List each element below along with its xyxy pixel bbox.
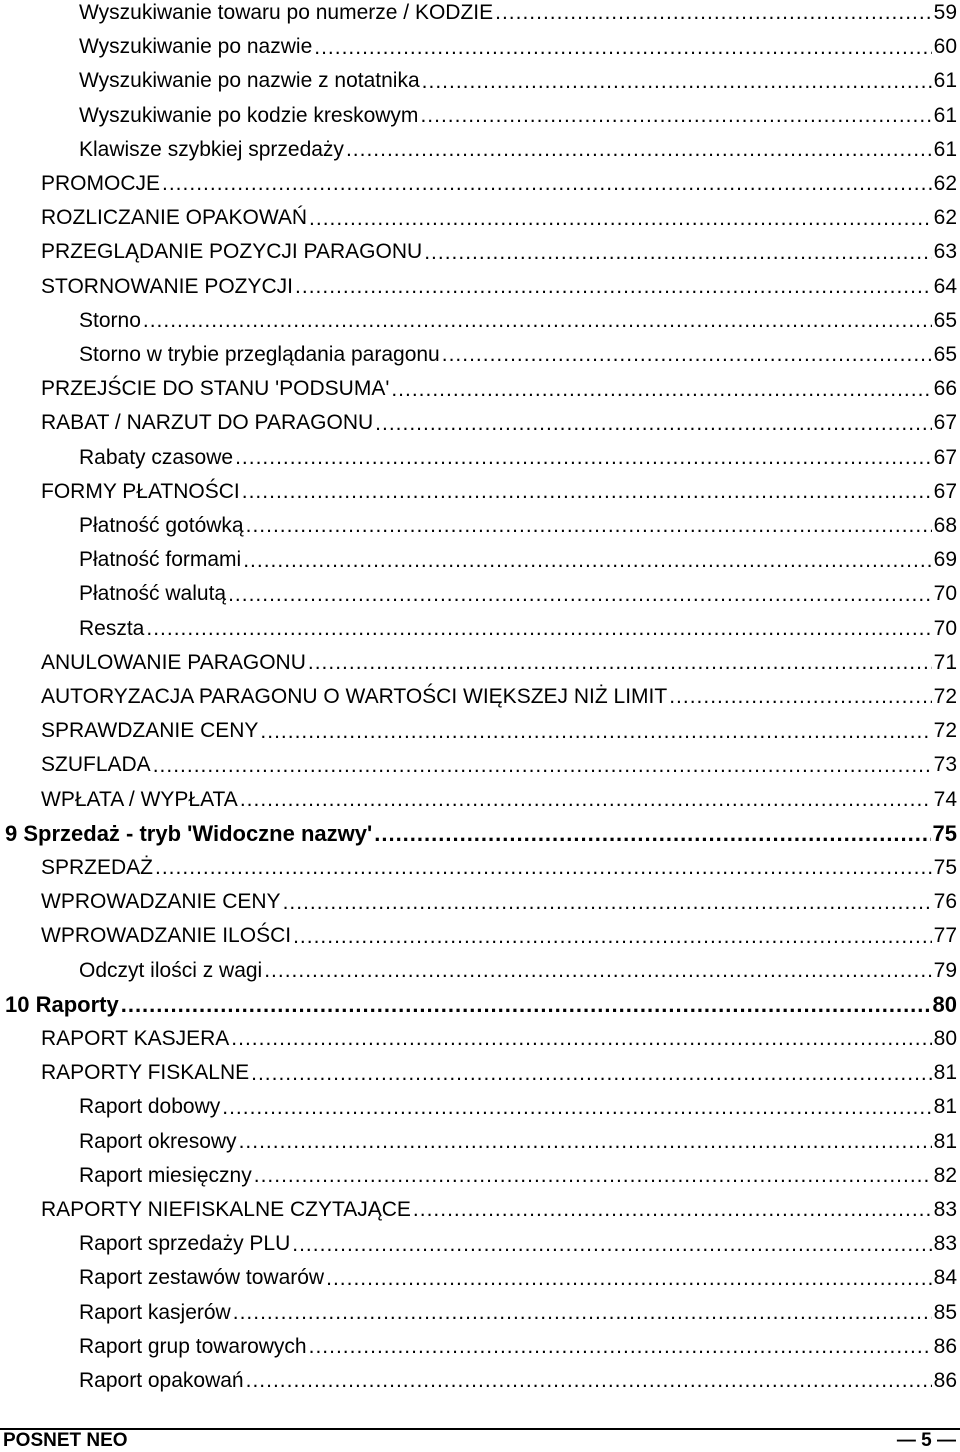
toc-entry-title: ROZLICZANIE OPAKOWAŃ bbox=[41, 206, 308, 230]
toc-entry-page: 81 bbox=[933, 1061, 957, 1085]
toc-entry-page: 74 bbox=[933, 787, 957, 811]
toc-entry-page: 71 bbox=[933, 650, 957, 674]
toc-entry-title: Storno w trybie przeglądania paragonu bbox=[79, 343, 440, 366]
toc-entry[interactable] bbox=[79, 99, 957, 133]
toc-entry[interactable] bbox=[79, 0, 957, 30]
toc-dot-leader bbox=[235, 446, 932, 469]
toc-entry-page: 82 bbox=[933, 1163, 957, 1187]
toc-dot-leader bbox=[121, 993, 931, 1017]
toc-entry-title: FORMY PŁATNOŚCI bbox=[41, 479, 240, 503]
toc-entry-page: 81 bbox=[933, 1129, 957, 1153]
toc-dot-leader bbox=[669, 685, 931, 708]
toc-dot-leader bbox=[260, 720, 931, 743]
toc-entry[interactable] bbox=[41, 201, 957, 235]
toc-entry-title: Raport miesięczny bbox=[79, 1163, 252, 1187]
toc-dot-leader bbox=[375, 412, 931, 435]
toc-dot-leader bbox=[442, 343, 932, 366]
toc-dot-leader bbox=[374, 822, 930, 846]
toc-entry-title: Raport grup towarowych bbox=[79, 1334, 307, 1358]
toc-entry-page: 59 bbox=[933, 1, 957, 24]
toc-entry-page: 65 bbox=[933, 343, 957, 366]
toc-entry[interactable] bbox=[79, 64, 957, 98]
toc-entry[interactable] bbox=[79, 441, 957, 475]
toc-dot-leader bbox=[346, 138, 932, 161]
toc-dot-leader bbox=[153, 754, 932, 777]
toc-dot-leader bbox=[222, 1096, 931, 1119]
toc-dot-leader bbox=[162, 172, 932, 195]
toc-entry[interactable] bbox=[79, 543, 957, 577]
toc-entry[interactable] bbox=[41, 1193, 957, 1227]
toc-entry-title: Płatność formami bbox=[79, 548, 242, 572]
toc-entry-title: PRZEJŚCIE DO STANU 'PODSUMA' bbox=[41, 377, 390, 401]
toc-entry-title: PRZEGLĄDANIE POZYCJI PARAGONU bbox=[41, 240, 423, 264]
toc-dot-leader bbox=[143, 309, 932, 332]
toc-entry[interactable] bbox=[41, 1022, 957, 1056]
toc-entry-page: 67 bbox=[933, 445, 957, 469]
toc-entry-title: RAPORTY FISKALNE bbox=[41, 1061, 250, 1085]
toc-dot-leader bbox=[251, 1062, 932, 1085]
toc-entry-title: 9 Sprzedaż - tryb 'Widoczne nazwy' bbox=[5, 820, 373, 846]
toc-entry-page: 62 bbox=[933, 206, 957, 230]
toc-entry-page: 70 bbox=[933, 582, 957, 606]
toc-entry[interactable] bbox=[41, 406, 957, 440]
toc-entry-title: WPROWADZANIE ILOŚCI bbox=[41, 924, 292, 948]
toc-entry-page: 69 bbox=[933, 548, 957, 572]
toc-dot-leader bbox=[326, 1267, 932, 1290]
toc-dot-leader bbox=[309, 1335, 932, 1358]
toc-entry[interactable] bbox=[79, 1159, 957, 1193]
toc-entry-title: Klawisze szybkiej sprzedaży bbox=[79, 137, 344, 161]
toc-entry[interactable] bbox=[79, 1330, 957, 1364]
toc-entry[interactable] bbox=[41, 748, 957, 782]
toc-entry[interactable] bbox=[79, 338, 957, 372]
toc-dot-leader bbox=[231, 1027, 931, 1050]
footer-product-name: POSNET NEO bbox=[3, 1430, 128, 1451]
toc-entry[interactable] bbox=[41, 783, 957, 817]
toc-entry-title: Odczyt ilości z wagi bbox=[79, 958, 263, 982]
toc-entry-title: Raport kasjerów bbox=[79, 1300, 231, 1324]
toc-entry[interactable] bbox=[41, 1056, 957, 1090]
toc-entry-page: 76 bbox=[933, 890, 957, 914]
toc-dot-leader bbox=[424, 241, 931, 264]
toc-dot-leader bbox=[246, 1369, 932, 1392]
toc-entry[interactable] bbox=[79, 1296, 957, 1330]
toc-entry[interactable] bbox=[79, 612, 957, 646]
toc-entry-title: SPRAWDZANIE CENY bbox=[41, 719, 259, 743]
toc-entry-page: 81 bbox=[933, 1095, 957, 1119]
toc-entry[interactable] bbox=[41, 919, 957, 953]
toc-entry-page: 75 bbox=[933, 856, 957, 879]
toc-entry[interactable] bbox=[41, 167, 957, 201]
toc-entry[interactable] bbox=[41, 235, 957, 269]
toc-entry[interactable] bbox=[79, 1364, 957, 1398]
toc-entry-title: Raport sprzedaży PLU bbox=[79, 1232, 291, 1256]
toc-entry-title: RAPORTY NIEFISKALNE CZYTAJĄCE bbox=[41, 1198, 411, 1221]
toc-dot-leader bbox=[308, 651, 932, 674]
toc-entry-page: 61 bbox=[933, 103, 957, 127]
toc-entry-title: SZUFLADA bbox=[41, 753, 151, 777]
toc-entry-title: Reszta bbox=[79, 616, 145, 640]
toc-dot-leader bbox=[243, 549, 931, 572]
toc-entry[interactable] bbox=[41, 680, 957, 714]
toc-dot-leader bbox=[413, 1198, 932, 1221]
toc-dot-leader bbox=[246, 514, 932, 537]
toc-dot-leader bbox=[239, 1130, 932, 1153]
toc-dot-leader bbox=[155, 856, 932, 879]
toc-entry-page: 75 bbox=[932, 820, 957, 846]
toc-dot-leader bbox=[228, 583, 932, 606]
toc-entry[interactable] bbox=[79, 1261, 957, 1295]
toc-entry-page: 77 bbox=[933, 924, 957, 948]
toc-entry-title: Raport okresowy bbox=[79, 1129, 237, 1153]
toc-entry-title: Wyszukiwanie po nazwie bbox=[79, 35, 313, 59]
toc-entry-title: Rabaty czasowe bbox=[79, 445, 234, 469]
toc-entry-title: STORNOWANIE POZYCJI bbox=[41, 274, 294, 298]
toc-entry-page: 86 bbox=[933, 1369, 957, 1392]
toc-entry-page: 84 bbox=[933, 1266, 957, 1290]
toc-entry[interactable] bbox=[41, 885, 957, 919]
toc-entry[interactable] bbox=[79, 577, 957, 611]
toc-entry-page: 68 bbox=[933, 514, 957, 537]
toc-entry-title: WPROWADZANIE CENY bbox=[41, 890, 281, 914]
toc-entry-title: Wyszukiwanie towaru po numerze / KODZIE bbox=[79, 1, 494, 24]
footer-divider bbox=[0, 1428, 960, 1430]
toc-entry-title: AUTORYZACJA PARAGONU O WARTOŚCI WIĘKSZEJ NIŻ LIMIT bbox=[41, 685, 668, 708]
toc-entry-page: 65 bbox=[933, 308, 957, 332]
toc-entry[interactable] bbox=[79, 133, 957, 167]
toc-entry-title: Płatność walutą bbox=[79, 582, 227, 606]
toc-entry-title: WPŁATA / WYPŁATA bbox=[41, 787, 238, 811]
toc-entry-page: 83 bbox=[933, 1232, 957, 1256]
toc-entry[interactable] bbox=[79, 509, 957, 543]
toc-dot-leader bbox=[293, 925, 932, 948]
toc-entry[interactable] bbox=[79, 1125, 957, 1159]
toc-entry-title: PROMOCJE bbox=[41, 172, 161, 195]
toc-dot-leader bbox=[283, 891, 932, 914]
toc-entry[interactable] bbox=[79, 1227, 957, 1261]
toc-entry-title: Wyszukiwanie po kodzie kreskowym bbox=[79, 103, 419, 127]
toc-entry-title: SPRZEDAŻ bbox=[41, 856, 154, 879]
toc-entry[interactable] bbox=[5, 988, 957, 1022]
toc-entry[interactable] bbox=[41, 646, 957, 680]
toc-entry-page: 79 bbox=[933, 958, 957, 982]
toc-entry-page: 80 bbox=[933, 1027, 957, 1050]
toc-entry-page: 80 bbox=[932, 991, 957, 1017]
toc-entry[interactable] bbox=[41, 372, 957, 406]
toc-entry-page: 85 bbox=[933, 1300, 957, 1324]
toc-entry-page: 61 bbox=[933, 69, 957, 93]
toc-dot-leader bbox=[233, 1301, 932, 1324]
toc-entry[interactable] bbox=[79, 30, 957, 64]
toc-entry-page: 62 bbox=[933, 172, 957, 195]
toc-dot-leader bbox=[420, 104, 931, 127]
toc-entry-title: Raport zestawów towarów bbox=[79, 1266, 325, 1290]
toc-entry-title: Raport dobowy bbox=[79, 1095, 221, 1119]
toc-entry-page: 61 bbox=[933, 137, 957, 161]
toc-entry[interactable] bbox=[79, 1090, 957, 1124]
toc-entry[interactable] bbox=[41, 270, 957, 304]
toc-dot-leader bbox=[264, 959, 931, 982]
toc-dot-leader bbox=[240, 788, 932, 811]
toc-entry[interactable] bbox=[79, 954, 957, 988]
toc-dot-leader bbox=[422, 70, 932, 93]
toc-entry-page: 72 bbox=[933, 685, 957, 708]
toc-dot-leader bbox=[146, 617, 931, 640]
footer-page-number: — 5 — bbox=[896, 1430, 956, 1451]
toc-entry-title: Storno bbox=[79, 308, 141, 332]
toc-entry-page: 66 bbox=[933, 377, 957, 401]
toc-entry-page: 73 bbox=[933, 753, 957, 777]
toc-entry-title: 10 Raporty bbox=[5, 991, 119, 1017]
toc-entry-page: 60 bbox=[933, 35, 957, 59]
toc-entry[interactable] bbox=[5, 817, 957, 851]
toc-entry-title: Płatność gotówką bbox=[79, 514, 244, 537]
toc-entry[interactable] bbox=[41, 475, 957, 509]
toc-entry-page: 64 bbox=[933, 274, 957, 298]
toc-entry[interactable] bbox=[41, 851, 957, 885]
toc-entry-page: 67 bbox=[933, 411, 957, 435]
toc-entry-page: 63 bbox=[933, 240, 957, 264]
toc-dot-leader bbox=[295, 275, 932, 298]
toc-entry-title: ANULOWANIE PARAGONU bbox=[41, 650, 306, 674]
toc-dot-leader bbox=[254, 1164, 932, 1187]
toc-dot-leader bbox=[495, 1, 932, 24]
toc-dot-leader bbox=[309, 207, 932, 230]
toc-entry-title: RABAT / NARZUT DO PARAGONU bbox=[41, 411, 374, 435]
toc-entry[interactable] bbox=[79, 304, 957, 338]
toc-entry-page: 72 bbox=[933, 719, 957, 743]
toc-entry[interactable] bbox=[41, 714, 957, 748]
toc-entry-page: 86 bbox=[933, 1334, 957, 1358]
toc-entry-page: 67 bbox=[933, 479, 957, 503]
toc-entry-title: Raport opakowań bbox=[79, 1369, 244, 1392]
toc-dot-leader bbox=[314, 36, 931, 59]
toc-dot-leader bbox=[391, 378, 931, 401]
toc-entry-title: Wyszukiwanie po nazwie z notatnika bbox=[79, 69, 420, 93]
toc-entry-page: 83 bbox=[933, 1198, 957, 1221]
toc-entry-page: 70 bbox=[933, 616, 957, 640]
toc-dot-leader bbox=[292, 1233, 931, 1256]
toc-dot-leader bbox=[242, 480, 932, 503]
toc-entry-title: RAPORT KASJERA bbox=[41, 1027, 230, 1050]
